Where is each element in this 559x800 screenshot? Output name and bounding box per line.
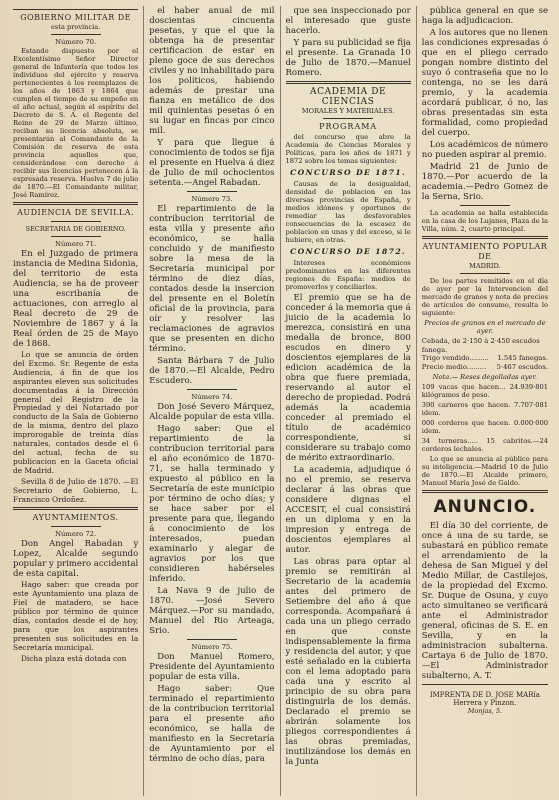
notice-74-text-2: Hago saber: Que el repartimiento de la contribucion territorial para el año económico de 1870-71, se halla terminado y expuesto al público en la Secretaría de este municipio por término de ocho días; y se hace saber por el presente para que, llegando á conocimiento de los interesados, puedan examinarlo y alegar de agravios por los que considieren habérseles inferido. <box>149 424 275 584</box>
divider <box>187 389 237 390</box>
divider <box>51 526 101 527</box>
column-4 <box>417 6 553 796</box>
column-3 <box>281 6 417 796</box>
premio-text: El premio que se ha de conceder á la memoria que á juicio de la academia lo merezca, consistirá en una medalla de bronce, 800 escudos en dinero y doscientos ejemplares de la edicion académica de la obra que fuere premiada, reservando al autor el derecho de propiedad. Podrá además la academia conceder al premiado el título de académico correspondiente, si considerare su trabajo como de mérito extraordinario. <box>285 293 411 463</box>
notice-71-text-2: Lo que se anuncia de órden del Excmo. Sr. Regente de esta Audiencia, á fin de que los aspirantes eleven sus solicitudes documentadas á la Dirección general del Registro de la Propiedad y del Notariado por conducto de la Sala de Gobierno de la misma, dentro del plazo improrogable de treinta días naturales, contados desde el 6 del actual, fecha de su publicacion en la Gaceta oficial de Madrid. <box>13 350 139 475</box>
divider <box>286 81 411 84</box>
precios-value: 1.545 fanegas. <box>497 354 548 362</box>
notice-75-text: Don Manuel Romero, Presidente del Ayuntamiento popular de esta villa. <box>149 652 275 682</box>
notice-71-text: En el Juzgado de primera instancia de Medina Sidonia, del territorio de esta Audiencia, se ha de proveer una escribanía de actuaciones, con arreglo al Real decreto de 29 de Noviembre de 1867 y á la Real órden de 25 de Mayo de 1868. <box>13 249 139 349</box>
divider <box>422 490 548 493</box>
imprenta-credit: IMPRENTA DE D. JOSE MARía Herrera y Pinzon. <box>429 691 540 707</box>
divider <box>323 118 373 119</box>
notice-number-70: Número 70. <box>55 38 97 46</box>
obras-text: Las obras para optar al premio se remitirán al Secretario de la academia antes del primero de Setiembre del año á que corresponda. Acompañará á cada una un pliego cerrado en que conste indispensablemente la firma y residencia del autor, y que esté señalado en la cubierta con el lema adoptado para cada una y escrito al principio de su obra para distinguirla de los demás. Declarado el premio se abrirán solamente los pliegos correspondientes á las obras premiadas, inutilizándose los demás en la Junta <box>285 557 411 767</box>
programa-heading: PROGRAMA <box>319 122 378 131</box>
accesit-text: La academia, adjudique ó no el premio, se reserva declarar á las obras que considere dignas el ACCESIT, el cual consistirá en un diploma y en la impresion y entrega de doscientos ejemplares al autor. <box>285 465 411 555</box>
precios-value: 5·467 escudos. <box>496 362 548 371</box>
academia-numero: Los académicos de número no pueden aspirar al premio. <box>421 140 548 160</box>
section-title-academia: ACADEMIA DE CIENCIAS <box>310 87 387 107</box>
notice-72-text-2: Hago saber: que creada por este Ayuntamiento una plaza de Fiel de matadero, se hace público por término de quince días, contados desde el de hoy, para que los aspirantes presenten sus solicitudes en la Secretaría municipal. <box>13 580 139 652</box>
notice-number-71: Número 71. <box>55 240 97 248</box>
academia-continuation: pública general en que se haga la adjudicacion. <box>421 6 548 26</box>
concurso-1872-heading: CONCURSO DE 1872. <box>290 247 407 256</box>
divider <box>187 639 237 640</box>
section-subtitle: SECRETARIA DE GOBIERNO. <box>25 225 126 233</box>
concurso-1871-heading: CONCURSO DE 1871. <box>290 168 407 177</box>
notice-72-signature: Y para que llegue á conocimiento de todos se fija el presente en Huelva á diez de Julio de mil ochocientos setenta.—Angel Rabadan. <box>149 138 275 188</box>
section-subtitle: MORALES Y MATERIALES. <box>301 107 395 115</box>
divider <box>13 9 138 10</box>
divider <box>460 205 511 206</box>
reses-row: 34 terneras..... 15 cabritos.—24 corderos lechales. <box>421 437 548 453</box>
notice-75-signature: Y para su publicidad se fija el presente. La Granada 10 de Julio de 1870.—Manuel Romero. <box>285 38 411 78</box>
section-title-audiencia: AUDIENCIA DE SEVILLA. <box>17 208 135 217</box>
notice-number-72: Número 72. <box>55 530 97 539</box>
concurso-1872-text: Intereses económicos predominantes en las diferentes regiones de España: medios de promoverlos y conciliarlos. <box>285 259 411 291</box>
reses-row: 000 corderos que hacen. 0.000·000 idem. <box>421 419 548 435</box>
divider <box>13 202 138 205</box>
notice-72-text: Don Angel Rabadan y Lopez, Alcalde segundo popular y primero accidental de esta capital. <box>13 539 139 580</box>
divider <box>13 507 138 510</box>
reses-row: 390 carneros que hacen. 7.707·081 idem. <box>421 401 548 417</box>
anuncio-text: El día 30 del corriente, de once á una de su tarde, se subastará en público remate el arrendamiento de la dehesa de San Miguel y del Medio Millar, de Castilejos, de la propiedad del Excmo. Sr. Duque de Osuna, y cuyo acto simultaneo se verificará ante el Administrador general, oficinas de S. E. en Sevilla, y en la administracion subalterna. Cartaya 6 de Julio de 1870. —El Administrador subalterno, A. T. <box>421 521 548 681</box>
divider <box>51 34 101 35</box>
precios-row: Cebada, de 2·150 á 2·450 escudos fanega. <box>421 337 540 354</box>
section-title-ayuntamiento-madrid: AYUNTAMIENTO POPULAR DE <box>422 242 548 261</box>
notice-74-text: Don José Severo Márquez, Alcalde popular de esta villa. <box>149 402 275 422</box>
imprenta-address: Monjas, 5. <box>467 707 503 715</box>
notice-75-text-2: Hago saber: Que terminado el repartimiento de la contribucion territorial para el presente año económico, se halla de manifiesto en la Secretaría de Ayuntamiento por el término de ocho días, para <box>149 684 275 764</box>
anuncio-heading: ANUNCIO. <box>433 497 537 517</box>
notice-71-signature: Sevilla 8 de Julio de 1870. —El Secretario de Gobierno, L. Francisco Ordoñez. <box>13 476 139 504</box>
notice-74-signature: La Nava 9 de julio de 1870. —José Severo Márquez.—Por su mandado, Manuel del Rio Arteaga, Srio. <box>149 586 275 636</box>
section-title-gobierno-militar: GOBIERNO MILITAR DE <box>20 13 132 22</box>
divider <box>187 191 237 192</box>
academia-signature: Madrid 21 de Junio de 1870.—Por acuerdo de la academia.—Pedro Gomez de la Serna, Srio. <box>421 162 548 202</box>
precios-row <box>422 354 548 363</box>
reses-title: Nota.— Reses degolladas ayer. <box>432 373 538 381</box>
precios-label: Precio medio......... <box>421 362 487 371</box>
divider <box>460 273 511 274</box>
academia-conditions: A los autores que no llenen las condiciones expresadas ó que en el pliego cerrado pongan nombre distinto del suyo ó contraseña que no lo contenga, no se les dará premio, y la academia acordará publicar, ó no, las obras presentadas sin esta formalidad, como propiedad del cuerpo. <box>421 28 548 138</box>
divider <box>51 221 101 222</box>
concurso-1871-text: Causas de la desigualdad, densidad de poblacion en las diversas provincias de España, y medios idóneos y oportunos de remediar las desfavorables consecuencias de la escasez de poblacion en unas y del exceso, si le hubiere, en otras. <box>285 180 411 244</box>
divider <box>422 236 548 239</box>
section-title-ayuntamientos: AYUNTAMIENTOS. <box>32 513 119 523</box>
notice-number-75: Número 75. <box>191 643 233 651</box>
programa-text: del concurso que abre la Academia de Ciencias Morales y Políticas, para los años de 1871 y 1872 sobre los temas siguientes: <box>285 133 411 165</box>
reses-note: Lo que se anuncia al público para su inteligencia.—Madrid 10 de Julio de 1870.—El Alcalde primero, Manuel María José de Galdo. <box>421 455 548 487</box>
notice-number-73: Número 73. <box>191 195 233 203</box>
notice-number-74: Número 74. <box>191 393 233 401</box>
section-subtitle: MADRID. <box>469 262 501 270</box>
precios-row <box>422 363 548 372</box>
precios-table <box>422 337 548 371</box>
notice-72-text-3: Dicha plaza está dotada con <box>21 653 127 663</box>
precios-label: Trigo vendido......... <box>421 354 489 362</box>
notice-73-signature: Santa Bárbara 7 de Julio de 1870.—El Alcalde, Pedro Escudero. <box>149 356 275 386</box>
notice-73-text: El repartimiento de la contribucion territorial de esta villa y presente año económico, se halla concluido y de manifiesto sobre la mesa de la Secretaría municipal por término de diez días, contados desde la insercion del presente en el Boletín oficial de la provincia, para oír y resolver las reclamaciones de agravios que se presenten en dicho término. <box>149 204 275 354</box>
notice-75-continuation: que sea inspeccionado por el interesado que guste hacerlo. <box>285 6 411 36</box>
divider <box>51 236 101 237</box>
madrid-text: De los partes remitidos en el día de ayer por la Intervencion del mercado de granos y nota de precios de artículos de consumo, resulta lo siguiente: <box>421 277 548 317</box>
notice-72-continuation: el haber anual de mil doscientas cincuenta pesetas, y que el que la obtenga ha de presentar certificacion de estar en pleno goce de sus derechos civiles y no inhabilitado para los políticos, habiendo además de prestar una fianza en metálico de dos mil quinientas pesetas ó en su lugar en fincas por cinco mil. <box>149 6 275 136</box>
reses-row: 109 vacas que hacen... 24.939·801 kilógramos de peso. <box>421 383 548 399</box>
column-2 <box>144 6 280 796</box>
column-1 <box>8 6 144 796</box>
section-subtitle: esta provincia. <box>51 23 101 31</box>
divider <box>422 684 548 685</box>
page-columns <box>8 6 553 796</box>
precios-title: Precios de granos en el mercado de ayer. <box>424 319 546 335</box>
notice-70-text: Estando dispuesto por el Excelentísimo Señor Director general de Infantería que todos los individuos del ejército y reserva pertenecientes á los reemplazos de los años de 1863 y 1864 que cumplen el tiempo de su empeño en el año actual, según el espíritu del Decreto de S. A. el Regente del Reino de 29 de Marzo último, reciban su licencia absoluta, se presentarán al Comandante de la Comisión de reserva de esta provincia aquellos que, considerándose con derecho á recibir sus licencias pertenecen á la expresada reserva. Huelva 7 de julio de 1870.—El Comandante militar, José Ramírez. <box>13 47 139 199</box>
academia-address-note: La academia se halla establecida en la casa de los Lujanes, Plaza de la Villa, núm. 2, cuarto principal. <box>421 209 548 233</box>
